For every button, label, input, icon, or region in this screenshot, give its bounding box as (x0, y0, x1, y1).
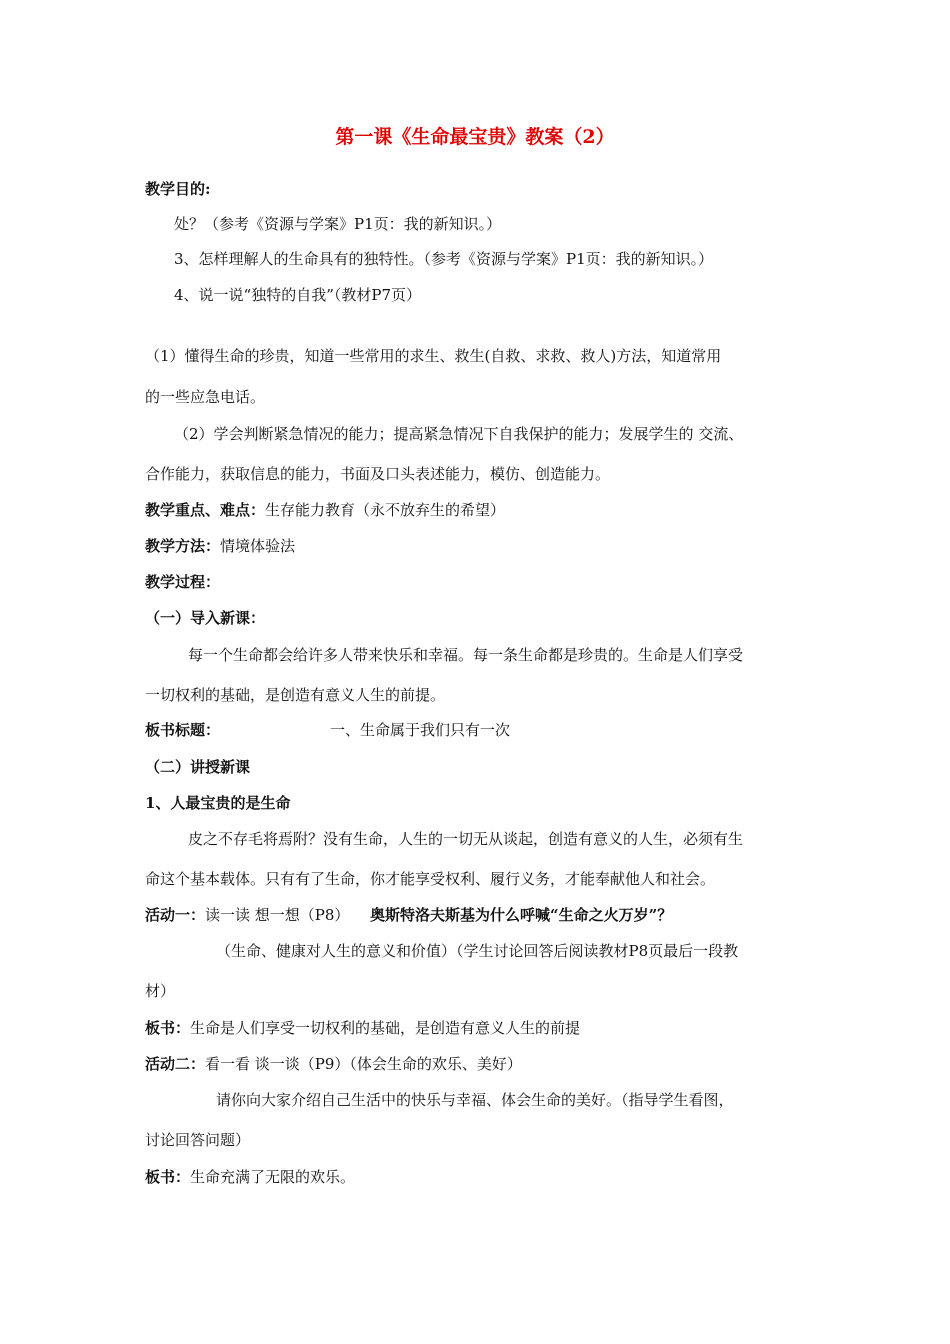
key-points-label: 教学重点、难点： (145, 501, 266, 519)
board-1-text: 生命是人们享受一切权利的基础，是创造有意义人生的前提 (190, 1019, 581, 1037)
activity-1-line-2: （生命、健康对人生的意义和价值）（学生讨论回答后阅读教材P8页最后一段教 (216, 942, 739, 960)
activity-2-text: 看一看 谈一谈（P9）（体会生命的欢乐、美好） (205, 1055, 522, 1073)
objective-1-line-1: （1）懂得生命的珍贵，知道一些常用的求生、救生(自救、求救、救人)方法，知道常用 (145, 347, 722, 365)
board-1-label: 板书： (145, 1019, 191, 1037)
activity-1-row (145, 905, 349, 925)
objective-1-line-2: 的一些应急电话。 (145, 388, 266, 406)
goals-heading: 教学目的: (145, 180, 211, 198)
section-2-heading: （二）讲授新课 (145, 758, 251, 776)
activity-1-line-3: 材） (145, 982, 176, 1000)
activity-1-question: 奥斯特洛夫斯基为什么呼喊“生命之火万岁”？ (370, 906, 673, 924)
board-2-row (145, 1167, 355, 1187)
board-1-row (145, 1018, 580, 1038)
board-title-label: 板书标题： (145, 721, 221, 739)
board-2-label: 板书： (145, 1168, 191, 1186)
goal-item: 处？（参考《资源与学案》P1页：我的新知识。） (174, 215, 502, 233)
objective-2-line-2: 合作能力，获取信息的能力，书面及口头表述能力，模仿、创造能力。 (145, 465, 611, 483)
method-text: 情境体验法 (220, 537, 296, 555)
goal-item-4: 4、说一说“独特的自我”（教材P7页） (174, 286, 422, 304)
activity-1-text: 读一读 想一想（P8） (205, 906, 350, 924)
document-title: 第一课《生命最宝贵》教案（2） (335, 126, 615, 148)
method-label: 教学方法： (145, 537, 221, 555)
activity-2-label: 活动二： (145, 1055, 206, 1073)
intro-line-2: 一切权利的基础，是创造有意义人生的前提。 (145, 686, 446, 704)
activity-1-label: 活动一： (145, 906, 206, 924)
activity-2-row (145, 1054, 522, 1074)
method-row (145, 536, 295, 556)
point-1-line-2: 命这个基本载体。只有有了生命，你才能享受权利、履行义务，才能奉献他人和社会。 (145, 870, 716, 888)
board-2-text: 生命充满了无限的欢乐。 (190, 1168, 356, 1186)
objective-2-line-1: （2）学会判断紧急情况的能力；提高紧急情况下自我保护的能力；发展学生的 交流、 (174, 425, 744, 443)
goal-item-3: 3、怎样理解人的生命具有的独特性。（参考《资源与学案》P1页：我的新知识。） (174, 250, 714, 268)
intro-line-1: 每一个生命都会给许多人带来快乐和幸福。每一条生命都是珍贵的。生命是人们享受 (188, 646, 744, 664)
key-points-text: 生存能力教育（永不放弃生的希望） (265, 501, 506, 519)
activity-2-line-3: 讨论回答问题） (145, 1131, 251, 1149)
key-points-row (145, 500, 505, 520)
point-1-line-1: 皮之不存毛将焉附？没有生命，人生的一切无从谈起，创造有意义的人生，必须有生 (188, 830, 744, 848)
activity-2-line-2: 请你向大家介绍自己生活中的快乐与幸福、体会生命的美好。（指导学生看图， (216, 1091, 734, 1109)
process-heading: 教学过程： (145, 573, 221, 591)
board-title-text: 一、生命属于我们只有一次 (330, 721, 511, 739)
section-1-heading: （一）导入新课： (145, 609, 266, 627)
point-1-heading: 1、人最宝贵的是生命 (145, 794, 291, 812)
